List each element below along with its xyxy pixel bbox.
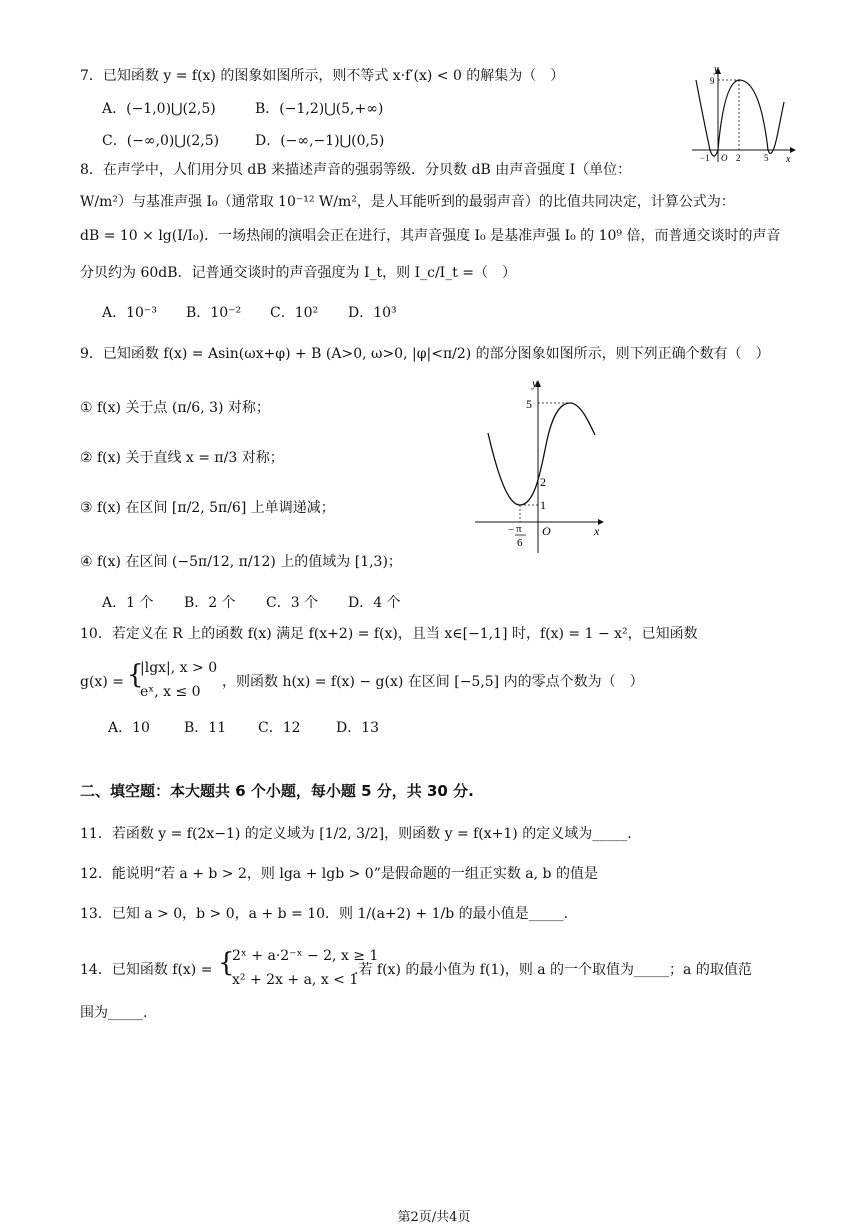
q7-x-arrow bbox=[790, 147, 796, 153]
q14-case2: x² + 2x + a, x < 1 bbox=[232, 972, 359, 988]
q8-line4: 分贝约为 60dB．记普通交谈时的声音强度为 I_t，则 I_c/I_t =（ ） bbox=[80, 265, 516, 281]
q8-option-c: C．10² bbox=[270, 305, 319, 321]
q10-option-a: A．10 bbox=[108, 720, 150, 736]
q9-x-label: x bbox=[594, 524, 600, 538]
q10-g-name: g(x) = bbox=[80, 674, 124, 690]
q10-g-tail: ，则函数 h(x) = f(x) − g(x) 在区间 [−5,5] 内的零点个数为（ ） bbox=[222, 674, 644, 690]
q10-g-case2: eˣ, x ≤ 0 bbox=[140, 684, 201, 700]
q13-text: 13．已知 a > 0，b > 0，a + b = 10．则 1/(a+2) + 1/b 的最小值是_____. bbox=[80, 906, 569, 922]
q9-option-b: B．2 个 bbox=[184, 595, 236, 611]
q9-tick-5: 5 bbox=[526, 397, 532, 411]
q9-option-a: A．1 个 bbox=[102, 595, 154, 611]
q7-graph bbox=[690, 62, 798, 166]
q14-case1: 2ˣ + a·2⁻ˣ − 2, x ≥ 1 bbox=[232, 948, 379, 964]
q10-g-case1: |lgx|, x > 0 bbox=[140, 660, 218, 676]
q9-origin: O bbox=[542, 524, 551, 538]
q9-stem: 9．已知函数 f(x) = Asin(ωx+φ) + B (A>0, ω>0, |φ|<π/2) 的部分图象如图所示，则下列正确个数有（ ） bbox=[80, 346, 770, 362]
q7-tick-5: 5 bbox=[764, 153, 769, 163]
q9-option-d: D．4 个 bbox=[348, 595, 401, 611]
q10-option-c: C．12 bbox=[258, 720, 301, 736]
q7-option-a: A．(−1,0)⋃(2,5) bbox=[102, 101, 216, 117]
q9-x-tick-sign: − bbox=[508, 524, 515, 536]
q11-text: 11．若函数 y = f(2x−1) 的定义域为 [1/2, 3/2]，则函数 y = f(x+1) 的定义域为_____. bbox=[80, 826, 632, 842]
q9-tick-1: 1 bbox=[540, 498, 546, 512]
q9-x-tick-num: π bbox=[516, 523, 522, 535]
q10-stem: 10．若定义在 R 上的函数 f(x) 满足 f(x+2) = f(x)，且当 x∈[−1,1] 时，f(x) = 1 − x²，已知函数 bbox=[80, 626, 698, 642]
q7-option-b: B．(−1,2)⋃(5,+∞) bbox=[255, 101, 384, 117]
q12-text: 12．能说明“若 a + b > 2，则 lga + lgb > 0”是假命题的一组正实数 a, b 的值是 bbox=[80, 866, 598, 882]
q9-graph bbox=[470, 375, 610, 555]
q7-option-c: C．(−∞,0)⋃(2,5) bbox=[102, 133, 220, 149]
q9-x-tick-den: 6 bbox=[517, 537, 523, 549]
q9-y-label: y bbox=[532, 376, 538, 390]
q9-option-c: C．3 个 bbox=[266, 595, 319, 611]
q9-item-3: ③ f(x) 在区间 [π/2, 5π/6] 上单调递减； bbox=[80, 500, 335, 516]
section2-title: 二、填空题：本大题共 6 个小题，每小题 5 分，共 30 分. bbox=[80, 782, 474, 800]
q14-tail: .若 f(x) 的最小值为 f(1)，则 a 的一个取值为_____；a 的取值范 bbox=[354, 962, 752, 978]
q14-head: 14．已知函数 f(x) = bbox=[80, 962, 213, 978]
q9-item-1: ① f(x) 关于点 (π/6, 3) 对称； bbox=[80, 400, 270, 416]
q10-brace: { bbox=[127, 660, 144, 690]
q7-tick-neg1: −1 bbox=[700, 153, 710, 163]
q8-option-d: D．10³ bbox=[348, 305, 397, 321]
q9-item-4: ④ f(x) 在区间 (−5π/12, π/12) 上的值域为 [1,3)； bbox=[80, 554, 402, 570]
q7-stem: 7．已知函数 y = f(x) 的图象如图所示，则不等式 x·f′(x) < 0 的解集为（ ） bbox=[80, 68, 565, 84]
q7-x-label: x bbox=[786, 154, 791, 165]
q8-line2: W/m²）与基准声强 I₀（通常取 10⁻¹² W/m²，是人耳能听到的最弱声音）的比值共同决定，计算公式为： bbox=[80, 194, 735, 210]
q7-option-d: D．(−∞,−1)⋃(0,5) bbox=[255, 133, 385, 149]
q10-option-b: B．11 bbox=[184, 720, 227, 736]
q9-curve bbox=[488, 403, 595, 505]
q14-line2: 围为_____. bbox=[80, 1005, 148, 1021]
q7-curve bbox=[696, 80, 784, 156]
q7-origin: O bbox=[721, 153, 728, 163]
q8-option-a: A．10⁻³ bbox=[102, 305, 157, 321]
q10-option-d: D．13 bbox=[336, 720, 380, 736]
q9-item-2: ② f(x) 关于直线 x = π/3 对称； bbox=[80, 450, 284, 466]
q8-line1: 8．在声学中，人们用分贝 dB 来描述声音的强弱等级．分贝数 dB 由声音强度 I（单位： bbox=[80, 162, 632, 178]
q7-tick-2: 2 bbox=[736, 153, 741, 163]
page-footer: 第2页/共4页 bbox=[397, 1210, 471, 1225]
q7-y-label: y bbox=[714, 64, 719, 75]
q14-brace: { bbox=[218, 948, 235, 978]
q7-tick-9: 9 bbox=[710, 76, 715, 86]
q9-tick-2: 2 bbox=[540, 475, 546, 489]
q8-option-b: B．10⁻² bbox=[186, 305, 242, 321]
q8-line3: dB = 10 × lg(I/I₀)．一场热闹的演唱会正在进行，其声音强度 I₀ 是基准声强 I₀ 的 10⁹ 倍，而普通交谈时的声音 bbox=[80, 228, 781, 244]
